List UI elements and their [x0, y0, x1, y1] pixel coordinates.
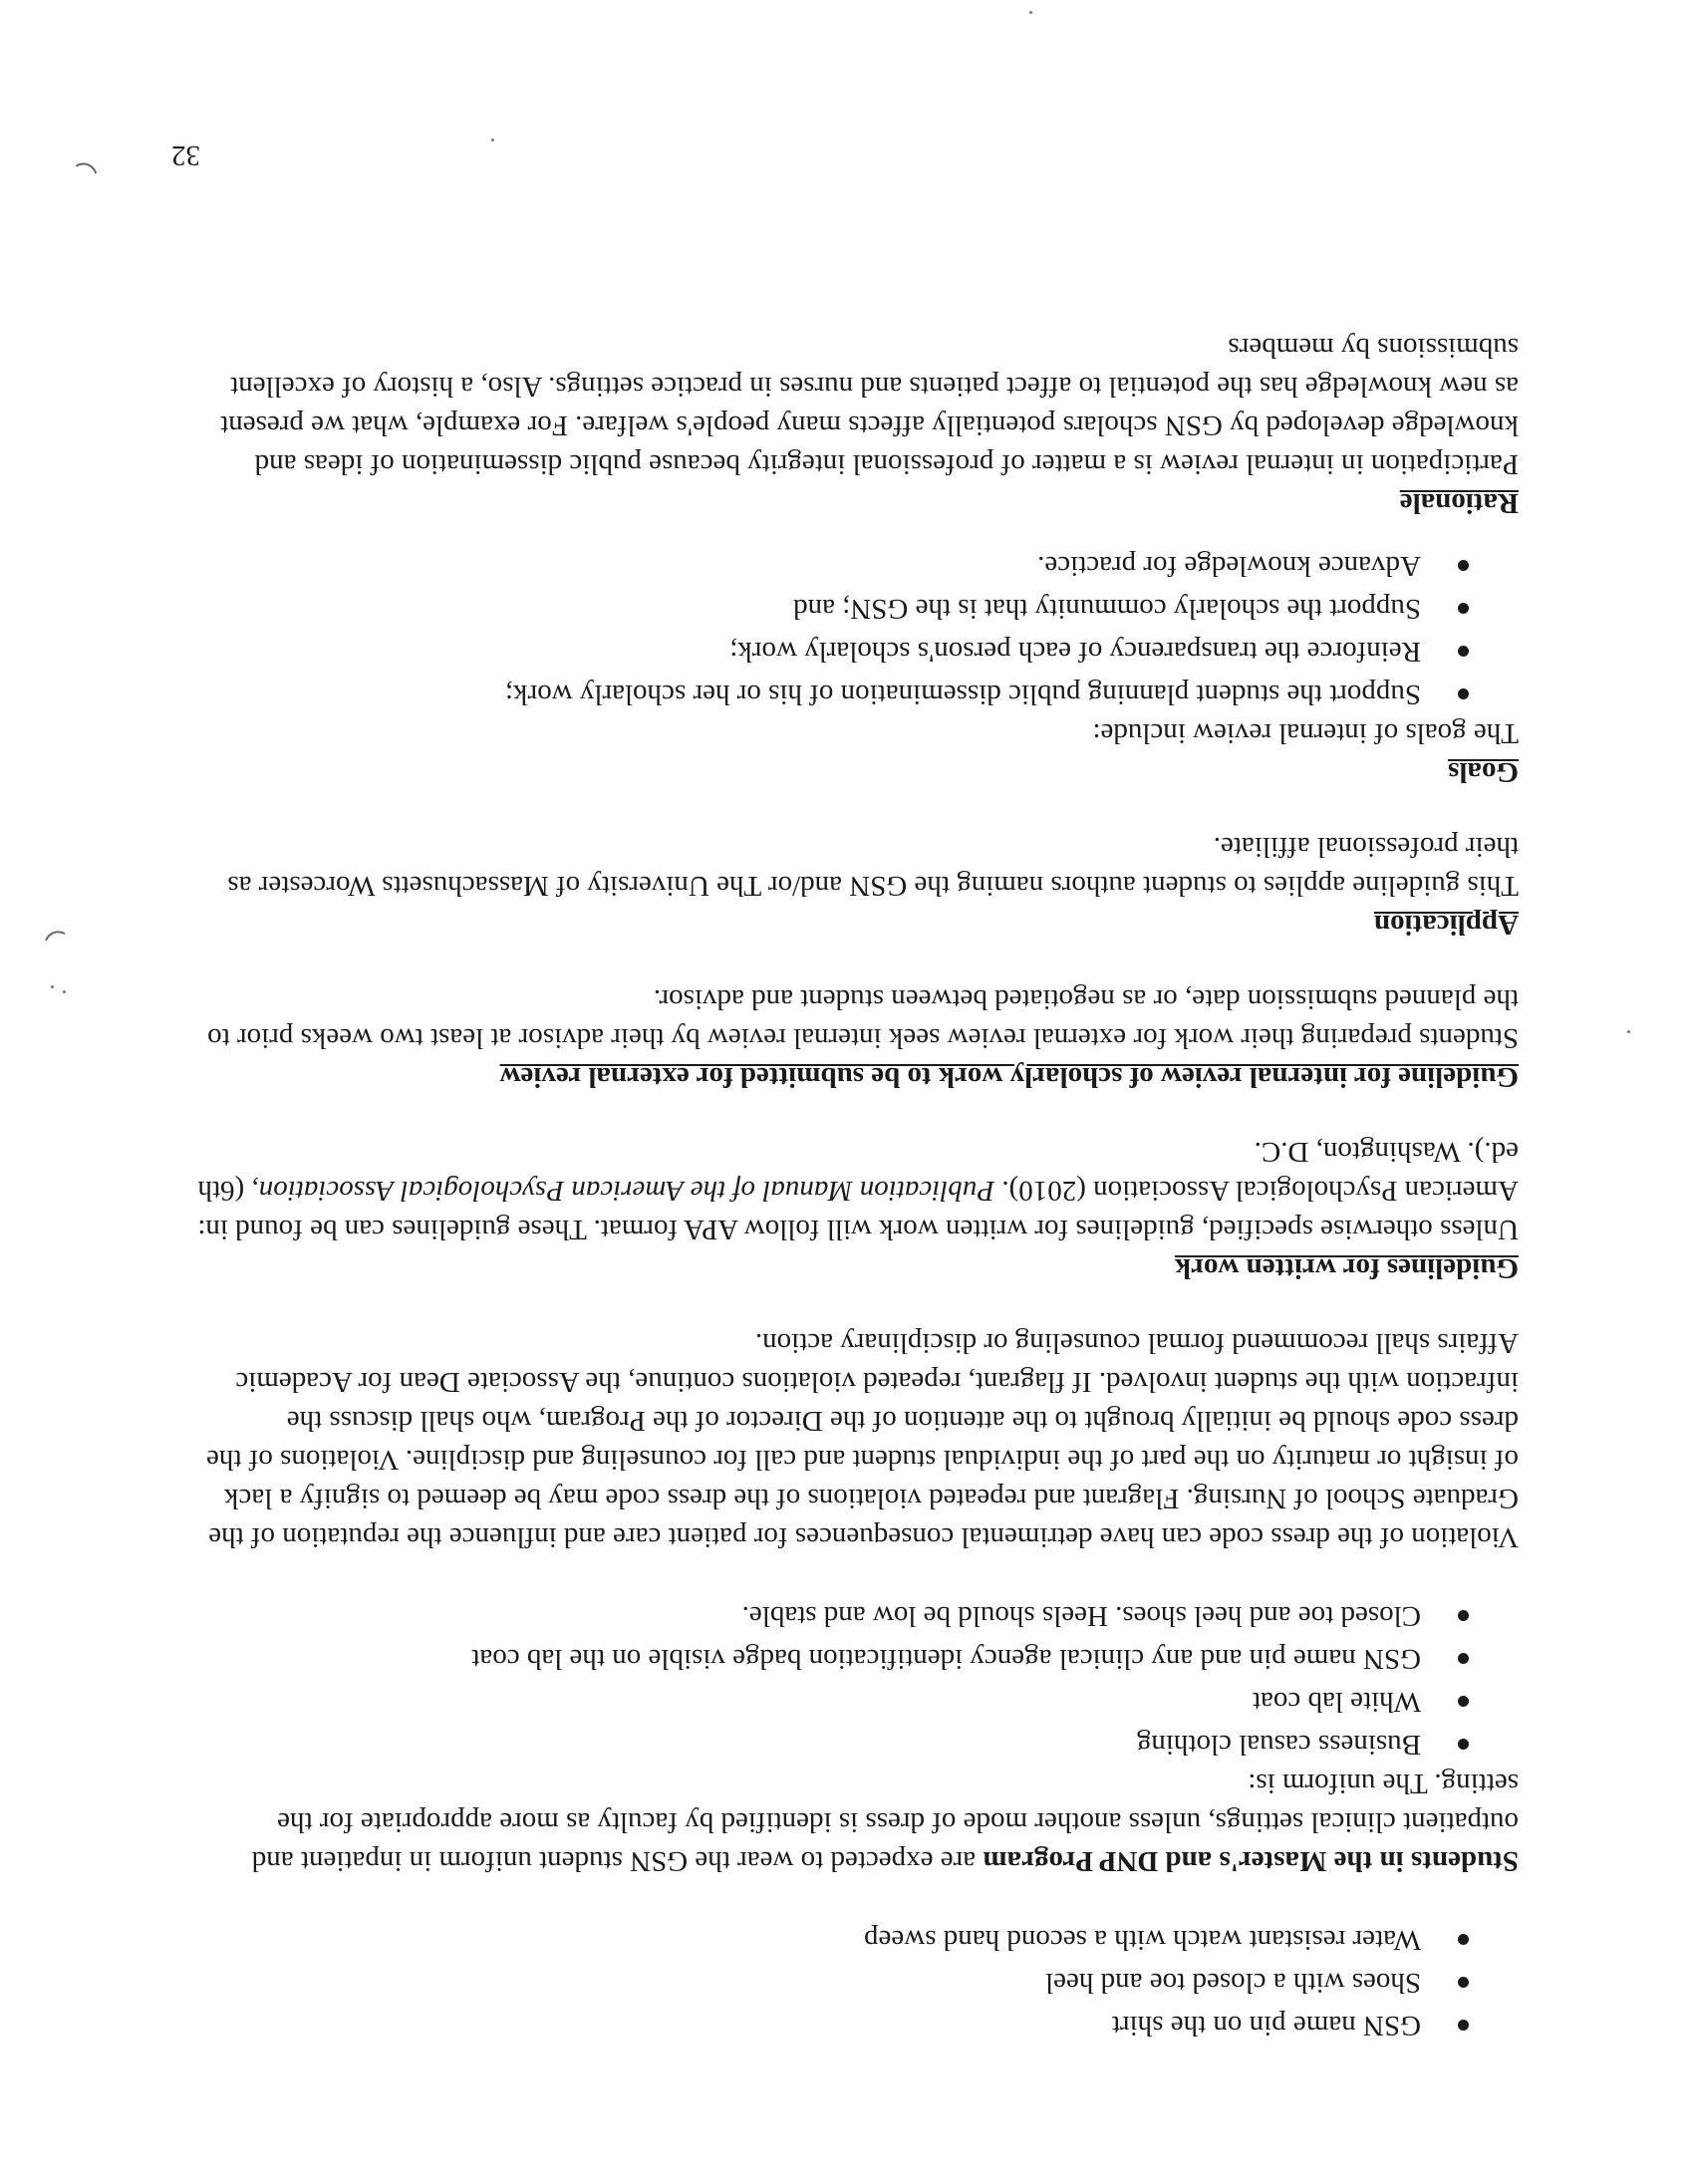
- bullet-icon: [1458, 688, 1469, 699]
- bullet-icon: [1458, 1610, 1469, 1621]
- bullet-icon: [1458, 1696, 1469, 1707]
- written-work-paragraph: Unless otherwise specified, guidelines for written work will follow APA format. These guidelines can be found in: American Psychological Association (2010). Publication Manual of the American Psychological Association, (6th ed.). Washington, D.C.: [197, 1136, 1519, 1245]
- application-paragraph: This guideline applies to student authors naming the GSN and/or The University of Massachusetts Worcester as their professional affiliate.: [227, 831, 1519, 902]
- list-item: Water resistant watch with a second hand sweep: [193, 1920, 1469, 1959]
- bullet-icon: [1458, 603, 1469, 614]
- uniform-items-list: [193, 1920, 1519, 2045]
- internal-review-heading: Guideline for internal review of scholarly work to be submitted for external review: [499, 1061, 1519, 1093]
- list-item: GSN name pin on the shirt: [193, 2006, 1469, 2045]
- list-item: Support the scholarly community that is the GSN; and: [193, 589, 1469, 628]
- rationale-paragraph: Participation in internal review is a matter of professional integrity because public dissemination of ideas and knowledge developed by GSN scholars potentially affects many people's welfare. For example, what we present as new knowledge has the potential to affect patients and nurses in practice settings. Also, a history of excellent submissions by members: [220, 332, 1519, 480]
- internal-review-paragraph: Students preparing their work for external review seek internal review by their advisor at least two weeks prior to the planned submission date, or as negotiated between student and advisor.: [207, 983, 1519, 1054]
- rationale-heading: Rationale: [1399, 487, 1519, 519]
- bullet-icon: [1458, 1739, 1469, 1750]
- bullet-icon: [1458, 1653, 1469, 1664]
- masters-paragraph: [193, 1764, 1519, 1880]
- scan-mark-icon: [58, 158, 105, 211]
- goals-intro: The goals of internal review include:: [1092, 717, 1519, 749]
- bullet-icon: [1458, 2020, 1469, 2031]
- list-item: White lab coat: [193, 1682, 1469, 1721]
- violation-paragraph: Violation of the dress code can have detrimental consequences for patient care and influence the reputation of the Graduate School of Nursing. Flagrant and repeated violations of the dress code may be deemed to signify a lack of insight or maturity on the part of the individual student and call for counseling and discipline. Violations of the dress code should be initially brought to the attention of the Director of the Program, who shall discuss the infraction with the student involved. If flagrant, repeated violations continue, the Associate Dean for Academic Affairs shall recommend formal counseling or disciplinary action.: [206, 1327, 1519, 1553]
- bullet-icon: [1458, 1934, 1469, 1945]
- scan-speck-icon: [1627, 1030, 1630, 1033]
- apa-manual-title: Publication Manual of the American Psychological Association,: [251, 1175, 995, 1207]
- masters-lead: Students in the Master's and DNP Program: [983, 1845, 1519, 1877]
- masters-text: are expected to wear the GSN student uniform in inpatient and outpatient clinical settings, unless another mode of dress is identified by faculty as more appropriate for the setting. The uniform is:: [251, 1768, 1519, 1877]
- list-item: Shoes with a closed toe and heel: [193, 1963, 1469, 2002]
- list-item: Closed toe and heel shoes. Heels should be low and stable.: [193, 1596, 1469, 1635]
- bullet-icon: [1458, 560, 1469, 571]
- application-heading: Application: [1373, 909, 1519, 941]
- goals-list: [193, 546, 1519, 713]
- list-item: Advance knowledge for practice.: [193, 546, 1469, 585]
- page-body: [193, 328, 1519, 2045]
- scan-speck-icon: [491, 138, 494, 141]
- bullet-icon: [1458, 646, 1469, 657]
- page-number: 32: [171, 139, 200, 171]
- scan-mark-icon: [38, 927, 81, 973]
- scan-speck-icon: [63, 990, 66, 993]
- list-item: Support the student planning public dissemination of his or her scholarly work;: [193, 675, 1469, 713]
- goals-heading: Goals: [1448, 756, 1519, 788]
- list-item: GSN name pin and any clinical agency identification badge visible on the lab coat: [193, 1639, 1469, 1678]
- scan-speck-icon: [51, 985, 54, 988]
- masters-uniform-list: [193, 1596, 1519, 1764]
- list-item: Business casual clothing: [193, 1725, 1469, 1764]
- list-item: Reinforce the transparency of each person's scholarly work;: [193, 632, 1469, 671]
- scan-speck-icon: [1029, 11, 1032, 14]
- written-work-heading: Guidelines for written work: [1174, 1252, 1519, 1284]
- bullet-icon: [1458, 1977, 1469, 1988]
